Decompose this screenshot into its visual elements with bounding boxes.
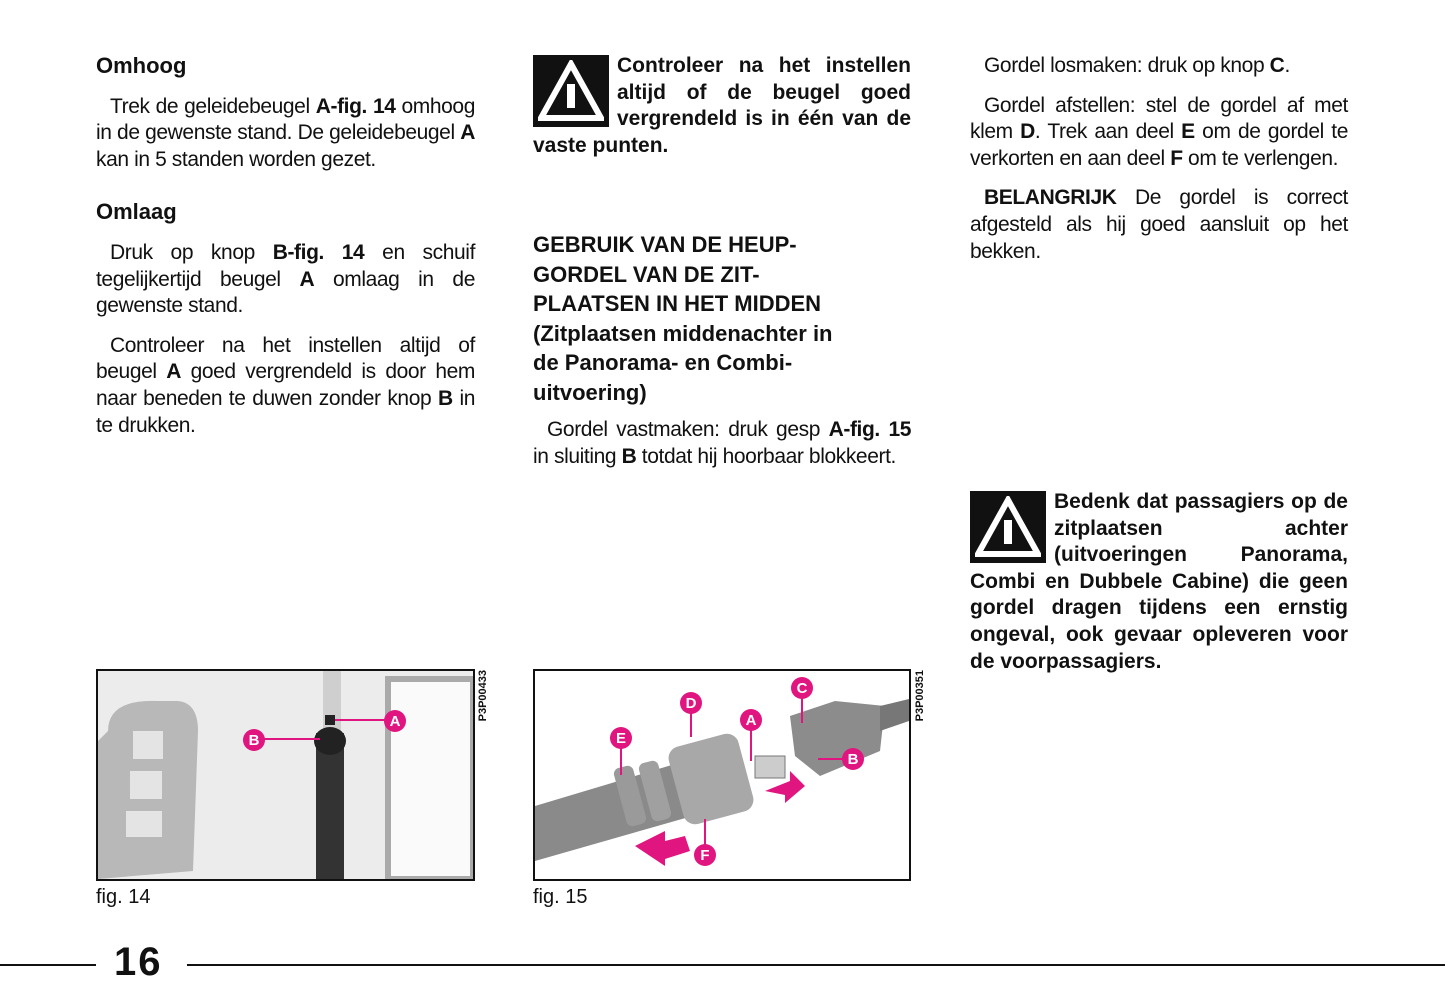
label-a [740,709,762,731]
warning-text: Bedenk dat passagiers op de zitplaatsen achter (uitvoeringen Panorama, Combi en Dubbele Cabine) die geen gordel dragen tijdens een ernstig ongeval, ook gevaar opleveren voor de voorpassagiers. [970,490,1348,673]
text-run: . Trek aan deel [1034,120,1182,144]
warning-triangle-icon [970,491,1046,563]
footer-rule-left [0,964,96,966]
bold-text: F [1170,146,1183,170]
svg-text:F: F [700,847,710,864]
figure-14 [96,669,475,881]
bold-text: B [437,386,453,410]
text-run: Gordel vastmaken: druk gesp [547,418,829,441]
text-run: Druk op knop [110,240,273,264]
bold-text: B-fig. 14 [272,240,365,264]
label-d [680,692,702,714]
subheading-line: de Panorama- en Combi- [533,350,793,375]
text-run: . [1284,54,1290,77]
bold-text: A [460,121,475,145]
figure-caption: fig. 15 [533,886,588,908]
text-run: in te drukken. [96,386,476,437]
bold-text: A-fig. 15 [828,418,911,441]
svg-text:C: C [796,680,808,697]
subheading-line: uitvoering) [533,379,647,405]
warning-triangle-icon [533,55,609,127]
text-run: kan in 5 standen worden gezet. [96,147,376,171]
figure-15 [533,669,911,881]
figure-caption: fig. 14 [96,886,151,908]
paragraph [96,240,475,320]
svg-text:A: A [389,713,401,730]
text-run: goed vergrendeld is door hem naar beneden te duwen zonder knop [96,360,475,410]
svg-text:B: B [248,732,260,749]
subheading-line: (Zitplaatsen middenachter in [533,320,833,346]
text-run: om te verlengen. [1182,146,1339,170]
bold-text: A [299,267,315,291]
text-run: totdat hij hoorbaar blokkeert. [636,444,896,468]
bold-text: D [1020,120,1035,144]
text-run: om de gordel te verkorten en aan deel [970,120,1348,170]
text-run: De gordel is correct afgesteld als hij goed aansluit op het bekken. [970,186,1348,263]
heading-line: GORDEL VAN DE ZIT- [533,261,760,287]
warning-note-2 [970,489,1348,675]
label-e [610,727,632,749]
svg-text:D: D [685,695,697,712]
column-2 [533,53,911,159]
svg-text:B: B [847,751,859,768]
bold-text: C [1269,54,1285,77]
section-heading [533,230,911,483]
warning-body [970,489,1348,675]
label-b [842,748,864,770]
figure-code: P3P00433 [477,670,489,722]
heading-line: GEBRUIK VAN DE HEUP- [533,232,797,257]
text-run: Gordel afstellen: stel de gordel af met klem [970,93,1348,144]
label-b [243,729,265,751]
paragraph [96,333,475,439]
paragraph [970,185,1348,265]
text-run: Controleer na het instellen altijd of beugel [96,333,475,384]
paragraph [533,417,911,470]
text-run: Trek de geleidebeugel [110,94,316,118]
warning-text: Controleer na het instellen altijd of de beugel goed vergrendeld is in één van de vaste punten. [533,54,911,157]
paragraph [970,53,1348,80]
seat-belt-adjuster-illustration [98,671,473,879]
column-1 [96,53,475,452]
text-run: en schuif tegelijkertijd beugel [96,240,476,291]
heading-line: PLAATSEN IN HET MIDDEN [533,291,822,316]
heading-omhoog: Omhoog [96,53,187,78]
text-run: in sluiting [533,444,622,468]
svg-text:E: E [615,730,627,747]
svg-text:A: A [745,712,757,729]
bold-text: B [621,444,637,468]
lap-belt-buckle-illustration [535,671,909,879]
label-a [384,710,406,732]
text-run: omlaag in de gewenste stand. [96,267,475,318]
bold-text: A-fig. 14 [315,94,396,118]
column-3 [970,53,1348,278]
bold-text: A [166,360,182,384]
bold-text: E [1181,120,1195,144]
page-number: 16 [114,940,163,984]
text-run: omhoog in de gewenste stand. De geleidebeugel [96,94,475,145]
label-f [694,844,716,866]
warning-note [533,53,911,159]
paragraph [970,93,1348,173]
text-run: Gordel losmaken: druk op knop [984,54,1270,77]
heading-heupgordel [533,230,911,407]
figure-code: P3P00351 [914,670,926,722]
label-c [791,677,813,699]
bold-text: BELANGRIJK [984,186,1117,210]
footer-rule-right [187,964,1445,966]
paragraph [96,94,475,174]
heading-omlaag: Omlaag [96,199,177,225]
